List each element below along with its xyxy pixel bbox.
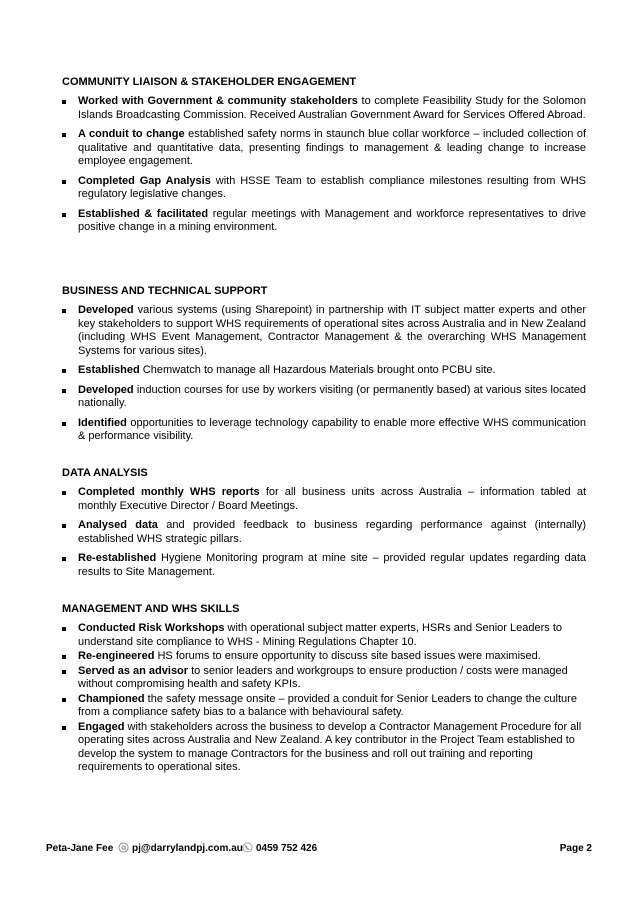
square-bullet-icon: [62, 422, 66, 426]
footer-page-number: Page 2: [559, 843, 592, 854]
list-item: [62, 364, 586, 378]
item-lead: Analysed data: [78, 519, 158, 531]
list-item: [62, 384, 586, 411]
square-bullet-icon: [62, 309, 66, 313]
item-text: regular meetings with Management and workforce representatives to drive positive change in a mining environment.: [78, 207, 586, 233]
footer-email-text: pj@darrylandpj.com.au: [132, 843, 243, 854]
item-text: to complete Feasibility Study for the Solomon Islands Broadcasting Commission. Received Australian Government Award for Services Offered Abroad.: [78, 95, 586, 121]
item-text: the safety message onsite – provided a conduit for Senior Leaders to change the culture from a compliance safety bias to a balance with behavioural safety.: [78, 692, 577, 718]
section-heading: DATA ANALYSIS: [62, 467, 148, 479]
list-item: [62, 128, 586, 169]
item-text: for all business units across Australia – information tabled at monthly Executive Director / Board Meetings.: [78, 486, 586, 512]
list-item: [62, 721, 586, 775]
section-management-whs-skills: [62, 603, 586, 776]
section-data-analysis: [62, 467, 586, 585]
list-item: [62, 486, 586, 513]
item-text: opportunities to leverage technology capability to enable more effective WHS communication & performance visibility.: [78, 416, 586, 442]
square-bullet-icon: [62, 180, 66, 184]
list-item: [62, 175, 586, 202]
item-lead: Conducted Risk Workshops: [78, 622, 225, 634]
item-lead: Identified: [78, 416, 127, 429]
item-text: with HSSE Team to establish compliance milestones resulting from WHS regulatory legislative changes.: [78, 174, 587, 200]
square-bullet-icon: [62, 726, 66, 730]
list-item: [62, 519, 586, 546]
square-bullet-icon: [62, 213, 66, 217]
square-bullet-icon: [62, 389, 66, 393]
square-bullet-icon: [62, 369, 66, 373]
square-bullet-icon: [62, 670, 66, 674]
item-text: Hygiene Monitoring program at mine site – provided regular updates regarding data results to Site Management.: [78, 552, 586, 578]
item-lead: Developed: [78, 383, 134, 396]
item-text: with stakeholders across the business to develop a Contractor Management Procedure for all operating sites across Australia and New Zealand. A key contributor in the Project Team established to develop the system to manage Contractors for the business and roll out training and reporting requirements to operational sites.: [78, 720, 582, 773]
item-text: and provided feedback to business regarding performance against (internally) established WHS strategic pillars.: [78, 519, 586, 545]
page-footer: [46, 842, 592, 856]
item-text: to senior leaders and workgroups to ensure production / costs were managed without compromising health and safety KPIs.: [78, 664, 568, 690]
square-bullet-icon: [62, 557, 66, 561]
item-text: with operational subject matter experts, HSRs and Senior Leaders to understand site compliance to WHS - Mining Regulations Chapter 10.: [78, 622, 562, 648]
item-lead: Worked with Government & community stakeholders: [78, 95, 358, 107]
section-heading: BUSINESS AND TECHNICAL SUPPORT: [62, 285, 268, 297]
list-item: [62, 693, 586, 720]
square-bullet-icon: [62, 627, 66, 631]
item-lead: Established & facilitated: [78, 207, 209, 220]
item-lead: Completed monthly WHS reports: [78, 486, 260, 498]
list-item: [62, 552, 586, 579]
section-heading: MANAGEMENT AND WHS SKILLS: [62, 603, 240, 615]
footer-phone[interactable]: [242, 842, 317, 856]
item-lead: Served as an advisor: [78, 664, 189, 677]
item-text: induction courses for use by workers visiting (or permanently based) at various sites located nationally.: [78, 383, 586, 409]
item-lead: Engaged: [78, 720, 125, 733]
item-lead: Developed: [78, 304, 134, 316]
bullet-list: [62, 622, 586, 775]
square-bullet-icon: [62, 524, 66, 528]
item-lead: Re-engineered: [78, 650, 155, 662]
footer-name: Peta-Jane Fee: [46, 843, 114, 854]
square-bullet-icon: [62, 133, 66, 137]
list-item: [62, 304, 586, 358]
section-community-liaison: [62, 76, 586, 241]
item-lead: Completed Gap Analysis: [78, 174, 211, 187]
list-item: [62, 208, 586, 235]
section-business-technical-support: [62, 285, 586, 450]
square-bullet-icon: [62, 655, 66, 659]
item-text: established safety norms in staunch blue collar workforce – included collection of qualitative and quantitative data, presenting findings to management & leading change to increase employee engagement.: [78, 128, 586, 167]
square-bullet-icon: [62, 491, 66, 495]
item-lead: Established: [78, 364, 140, 376]
footer-phone-text: 0459 752 426: [256, 843, 318, 854]
item-lead: Re-established: [78, 552, 157, 564]
item-text: HS forums to ensure opportunity to discuss site based issues were maximised.: [154, 650, 541, 662]
square-bullet-icon: [62, 698, 66, 702]
list-item: [62, 417, 586, 444]
email-at-icon: [118, 842, 129, 853]
list-item: [62, 622, 586, 649]
bullet-list: [62, 95, 586, 235]
item-lead: A conduit to change: [78, 128, 185, 140]
bullet-list: [62, 486, 586, 579]
footer-email[interactable]: [118, 842, 243, 856]
list-item: [62, 665, 586, 692]
square-bullet-icon: [62, 100, 66, 104]
item-text: various systems (using Sharepoint) in partnership with IT subject matter experts and other key stakeholders to support WHS requirements of operational sites across Australia and in New Zealand (including WHS Event Management, Contractor Management & the overarching WHS Management Systems for various sites).: [78, 304, 586, 357]
section-heading: COMMUNITY LIAISON & STAKEHOLDER ENGAGEMENT: [62, 76, 357, 88]
list-item: [62, 650, 586, 664]
item-text: Chemwatch to manage all Hazardous Materials brought onto PCBU site.: [139, 364, 496, 376]
phone-icon: [242, 842, 253, 853]
bullet-list: [62, 304, 586, 444]
list-item: [62, 95, 586, 122]
item-lead: Championed: [78, 692, 145, 705]
